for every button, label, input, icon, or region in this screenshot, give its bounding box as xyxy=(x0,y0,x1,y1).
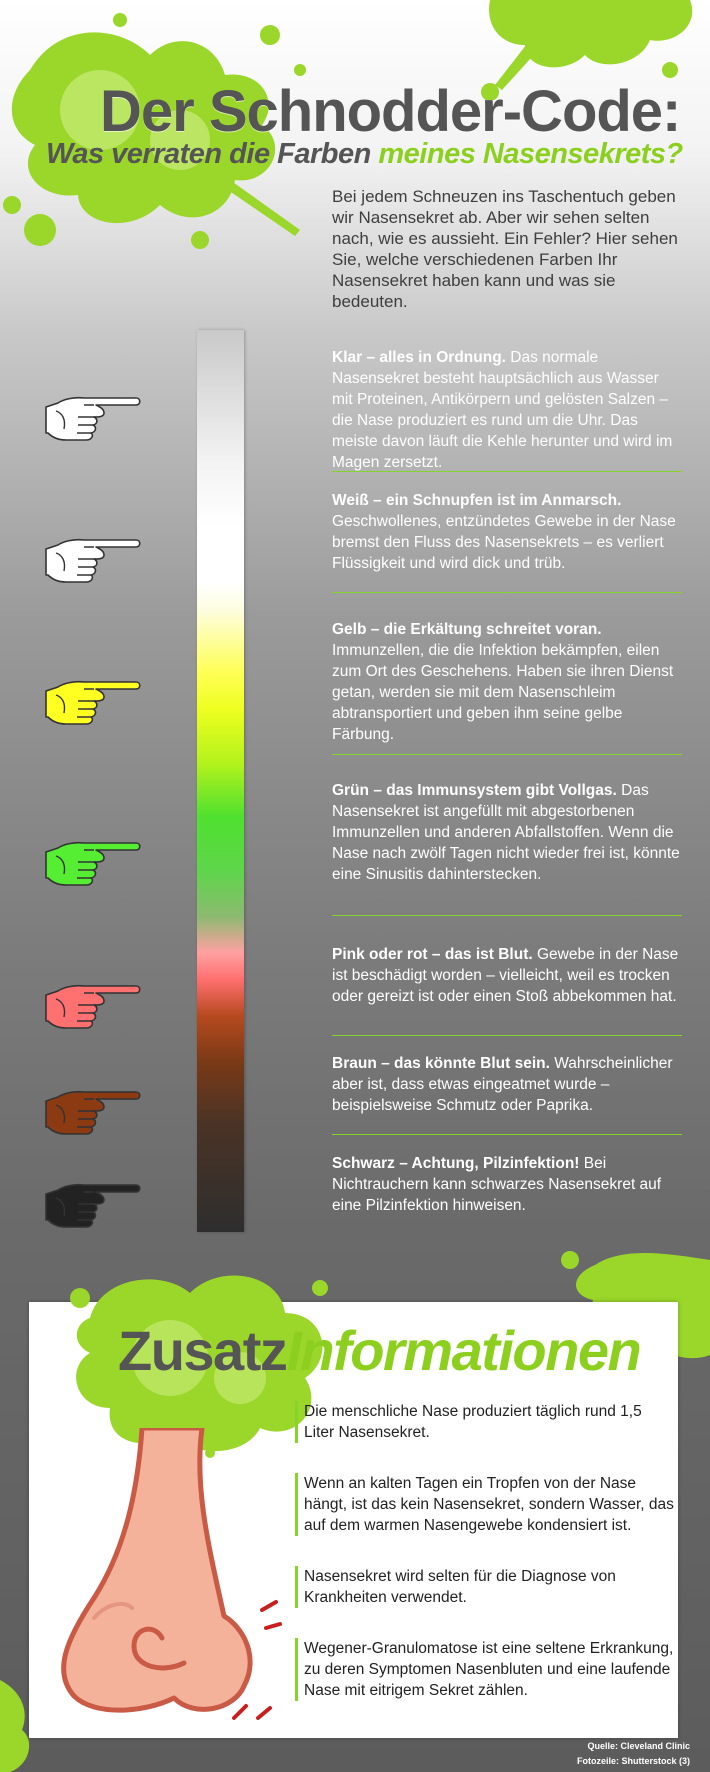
entry-text: Geschwollenes, entzündetes Gewebe in der Nase bremst den Fluss des Nasensekrets – es verliert Flüssigkeit und wird dick und trüb. xyxy=(332,513,676,572)
entry-heading: Weiß – ein Schnupfen ist im Anmarsch. xyxy=(332,492,622,509)
intro-text: Bei jedem Schneuzen ins Taschentuch geben wir Nasensekret ab. Aber wir sehen selten nach, wie es aussieht. Ein Fehler? Hier sehen Sie, welche verschiedenen Farben Ihr Nasensekret haben kann und was sie bedeuten. xyxy=(332,187,678,311)
hand-shape xyxy=(46,1185,140,1227)
entry-heading: Schwarz – Achtung, Pilzinfektion! xyxy=(332,1155,580,1172)
info-title xyxy=(118,1318,678,1383)
entry-heading: Klar – alles in Ordnung. xyxy=(332,349,506,366)
separator xyxy=(332,471,682,472)
hand-pointer-icon-yellow xyxy=(44,673,142,725)
hand-pointer-icon-green xyxy=(44,834,142,886)
fact-item: Die menschliche Nase produziert täglich rund 1,5 Liter Nasensekret. xyxy=(295,1401,674,1443)
info-title-part1: Zusatz xyxy=(118,1319,287,1382)
entry-gelb xyxy=(332,619,682,745)
entry-weiss xyxy=(332,490,682,574)
entry-text: Wahrscheinlicher aber ist, dass etwas eingeatmet wurde – beispielsweise Schmutz oder Paprika. xyxy=(332,1055,673,1114)
subtitle-part2: meines Nasensekrets? xyxy=(378,138,683,170)
entry-pink xyxy=(332,944,682,1007)
entry-klar xyxy=(332,347,682,473)
fact-item: Wenn an kalten Tagen ein Tropfen von der Nase hängt, ist das kein Nasensekret, sondern Wasser, das auf dem warmen Nasengewebe kondensiert ist. xyxy=(295,1473,674,1536)
fact-item: Nasensekret wird selten für die Diagnose von Krankheiten verwendet. xyxy=(295,1566,674,1608)
hand-shape xyxy=(46,540,140,582)
fact-item: Wegener-Granulomatose ist eine seltene Erkrankung, zu deren Symptomen Nasenbluten und eine laufende Nase mit eitrigem Sekret zählen. xyxy=(295,1638,674,1701)
page-subtitle xyxy=(46,138,706,171)
entry-schwarz xyxy=(332,1153,682,1216)
entry-text: Bei Nichtrauchern kann schwarzes Nasensekret auf eine Pilzinfektion hinweisen. xyxy=(332,1155,662,1214)
separator xyxy=(332,915,682,916)
subtitle-part1: Was verraten die Farben xyxy=(46,138,371,170)
entry-heading: Braun – das könnte Blut sein. xyxy=(332,1055,550,1072)
hand-pointer-icon-clear xyxy=(44,389,142,441)
separator xyxy=(332,1035,682,1036)
entry-heading: Grün – das Immunsystem gibt Vollgas. xyxy=(332,782,617,799)
hand-shape xyxy=(46,843,140,885)
entry-braun xyxy=(332,1053,682,1116)
entry-text: Immunzellen, die die Infektion bekämpfen, eilen zum Ort des Geschehens. Haben sie ihren Dienst getan, werden sie mit dem Nasenschleim abtransportiert und geben ihm seine gelbe Färbung. xyxy=(332,642,674,743)
hand-shape xyxy=(46,398,140,440)
entry-gruen xyxy=(332,780,682,885)
hand-shape xyxy=(46,986,140,1028)
separator xyxy=(332,592,682,593)
separator xyxy=(332,754,682,755)
hand-pointer-icon-white xyxy=(44,531,142,583)
hand-shape xyxy=(46,682,140,724)
page-title: Der Schnodder-Code: xyxy=(100,79,681,144)
hand-pointer-icon-brown xyxy=(44,1083,142,1135)
entry-text: Gewebe in der Nase ist beschädigt worden – vielleicht, weil es trocken oder gereizt ist oder einen Stoß abbekommen hat. xyxy=(332,946,679,1005)
entry-heading: Gelb – die Erkältung schreitet voran. xyxy=(332,621,602,638)
entry-heading: Pink oder rot – das ist Blut. xyxy=(332,946,533,963)
nose-illustration xyxy=(34,1428,284,1728)
hand-shape xyxy=(46,1092,140,1134)
credit-photo: Fotozeile: Shutterstock (3) xyxy=(576,1756,690,1766)
info-title-part2: Informationen xyxy=(286,1319,641,1382)
credit-source: Quelle: Cleveland Clinic xyxy=(587,1741,690,1751)
hand-pointer-icon-black xyxy=(44,1176,142,1228)
entry-text: Das Nasensekret ist angefüllt mit abgestorbenen Immunzellen und anderen Abfallstoffen. Wenn die Nase nach zwölf Tagen nicht wieder frei ist, könnte eine Sinusitis dahinterstecken. xyxy=(332,782,680,883)
entry-text: Das normale Nasensekret besteht hauptsächlich aus Wasser mit Proteinen, Antikörpern und gelösten Salzen – die Nase produziert es rund um die Uhr. Das meiste davon läuft die Kehle herunter und wird im Magen zersetzt. xyxy=(332,349,673,471)
separator xyxy=(332,1134,682,1135)
hand-pointer-icon-pink xyxy=(44,977,142,1029)
credits xyxy=(577,1739,690,1769)
color-scale-bar xyxy=(197,330,244,1232)
